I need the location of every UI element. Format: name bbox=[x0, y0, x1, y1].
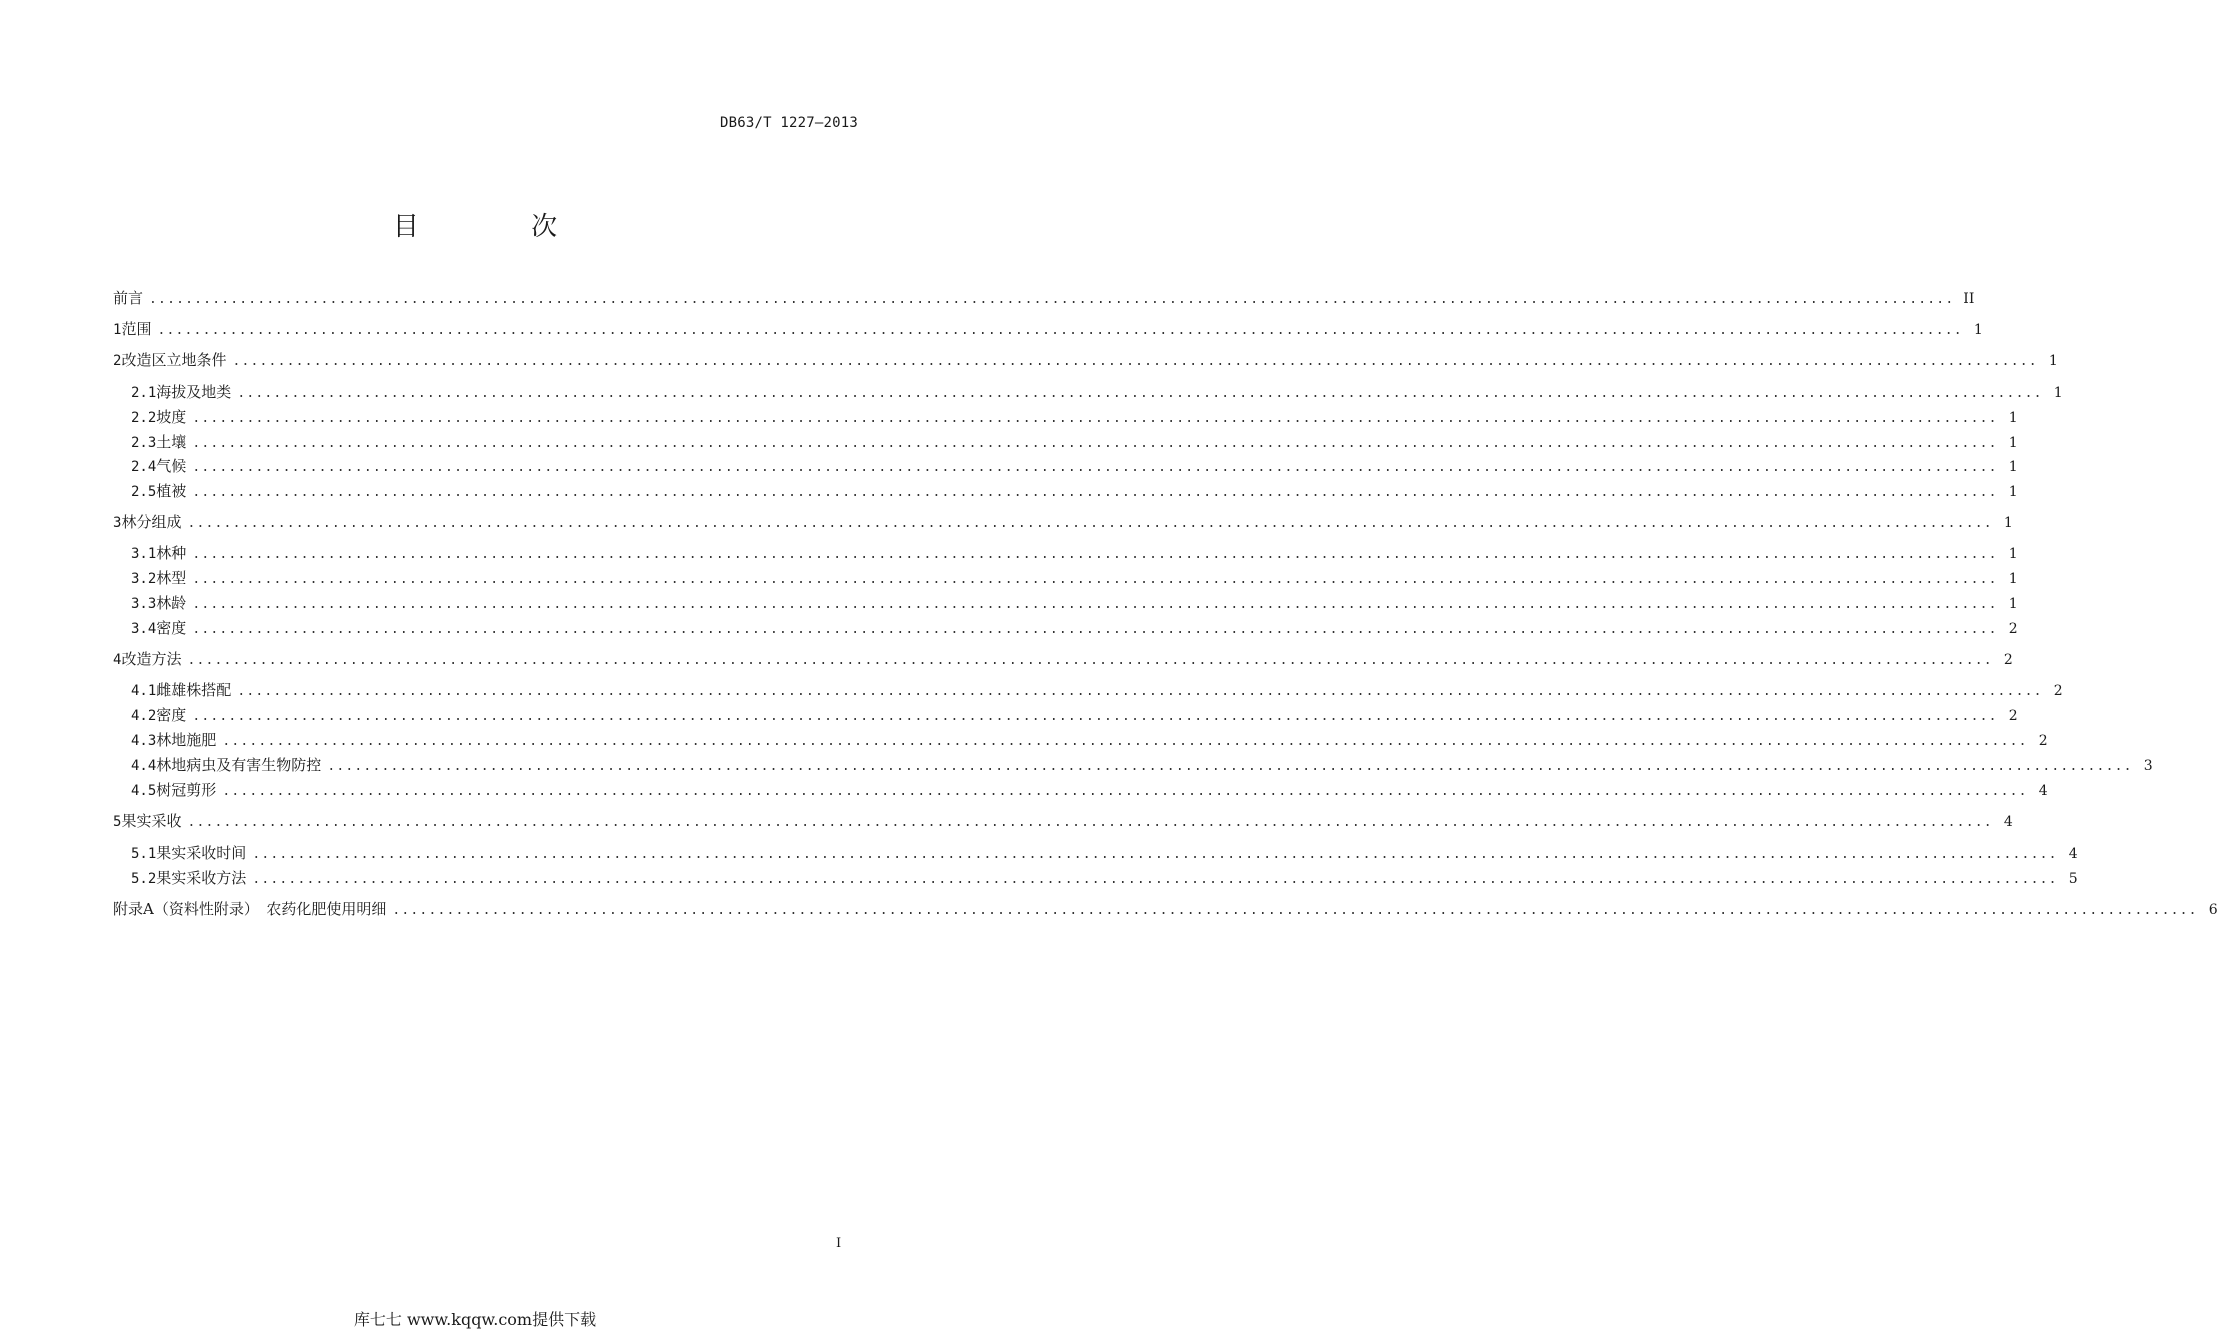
toc-entry-number: 3.2 bbox=[131, 571, 157, 587]
toc-entry[interactable] bbox=[113, 511, 2013, 533]
toc-entry[interactable] bbox=[131, 867, 2078, 889]
toc-entry-page: 5 bbox=[2068, 871, 2078, 887]
toc-entry[interactable] bbox=[131, 729, 2048, 751]
toc-entry[interactable] bbox=[131, 754, 2153, 776]
toc-leader-dots: ........................................................................................................................................................................................................ bbox=[187, 815, 1993, 830]
toc-leader-dots: ........................................................................................................................................................................................................ bbox=[187, 516, 1993, 531]
toc-entry-label: 植被 bbox=[156, 482, 187, 500]
toc-entry-number: 2.4 bbox=[131, 459, 157, 475]
toc-leader-dots: ........................................................................................................................................................................................................ bbox=[222, 734, 2028, 749]
toc-entry-number: 5.2 bbox=[131, 871, 157, 887]
toc-leader-dots: ........................................................................................................................................................................................................ bbox=[252, 847, 2058, 862]
toc-entry[interactable] bbox=[131, 431, 2018, 453]
toc-entry-label: 雌雄株搭配 bbox=[156, 681, 232, 699]
toc-leader-dots: ........................................................................................................................................................................................................ bbox=[327, 759, 2133, 774]
toc-entry-label: 改造方法 bbox=[121, 650, 182, 668]
toc-entry-label: 林型 bbox=[156, 569, 187, 587]
toc-entry-page: 2 bbox=[2038, 733, 2048, 749]
toc-entry-number: 4.2 bbox=[131, 708, 157, 724]
toc-entry-label: 坡度 bbox=[156, 408, 187, 426]
standard-code: DB63/T 1227—2013 bbox=[719, 115, 858, 131]
toc-leader-dots: ........................................................................................................................................................................................................ bbox=[222, 784, 2028, 799]
toc-entry-page: 3 bbox=[2143, 758, 2153, 774]
toc-leader-dots: ........................................................................................................................................................................................................ bbox=[237, 684, 2043, 699]
toc-leader-dots: ........................................................................................................................................................................................................ bbox=[192, 709, 1998, 724]
toc-leader-dots: ........................................................................................................................................................................................................ bbox=[237, 386, 2043, 401]
toc-entry-page: 1 bbox=[2003, 515, 2013, 531]
toc-entry[interactable] bbox=[113, 287, 1975, 309]
toc-entry[interactable] bbox=[113, 318, 1983, 340]
toc-entry-number: 1 bbox=[113, 322, 122, 338]
toc-entry-number: 4 bbox=[113, 652, 122, 668]
toc-entry-number: 5 bbox=[113, 814, 122, 830]
toc-entry[interactable] bbox=[131, 455, 2018, 477]
toc-leader-dots: ........................................................................................................................................................................................................ bbox=[192, 572, 1998, 587]
toc-leader-dots: ........................................................................................................................................................................................................ bbox=[392, 903, 2198, 918]
toc-entry-page: 4 bbox=[2068, 846, 2078, 862]
toc-entry-page: 1 bbox=[2008, 459, 2018, 475]
toc-entry[interactable] bbox=[131, 704, 2018, 726]
toc-leader-dots: ........................................................................................................................................................................................................ bbox=[252, 872, 2058, 887]
toc-entry-label: 改造区立地条件 bbox=[121, 351, 227, 369]
toc-entry-number: 3.1 bbox=[131, 546, 157, 562]
toc-entry[interactable] bbox=[131, 567, 2018, 589]
toc-entry[interactable] bbox=[131, 592, 2018, 614]
toc-leader-dots: ........................................................................................................................................................................................................ bbox=[192, 460, 1998, 475]
toc-entry[interactable] bbox=[113, 349, 2058, 371]
toc-entry-label: 海拔及地类 bbox=[156, 383, 232, 401]
toc-entry-number: 2.1 bbox=[131, 385, 157, 401]
toc-leader-dots: ........................................................................................................................................................................................................ bbox=[192, 485, 1998, 500]
toc-entry[interactable] bbox=[113, 898, 2218, 920]
toc-entry-page: 6 bbox=[2208, 902, 2218, 918]
toc-entry-label: 林分组成 bbox=[121, 513, 182, 531]
toc-leader-dots: ........................................................................................................................................................................................................ bbox=[192, 411, 1998, 426]
toc-entry[interactable] bbox=[113, 648, 2013, 670]
toc-entry-page: 4 bbox=[2003, 814, 2013, 830]
toc-leader-dots: ........................................................................................................................................................................................................ bbox=[157, 323, 1963, 338]
page-title: 目 次 bbox=[392, 212, 610, 242]
toc-entry-page: 1 bbox=[2048, 353, 2058, 369]
toc-entry[interactable] bbox=[131, 842, 2078, 864]
toc-leader-dots: ........................................................................................................................................................................................................ bbox=[192, 622, 1998, 637]
toc-entry-label: 林种 bbox=[156, 544, 187, 562]
toc-entry-label: 附录A（资料性附录） 农药化肥使用明细 bbox=[113, 900, 387, 918]
page-number: I bbox=[836, 1236, 842, 1251]
toc-entry-page: 2 bbox=[2008, 621, 2018, 637]
toc-entry-label: 林地病虫及有害生物防控 bbox=[156, 756, 322, 774]
toc-entry-number: 4.3 bbox=[131, 733, 157, 749]
toc-leader-dots: ........................................................................................................................................................................................................ bbox=[192, 597, 1998, 612]
toc-leader-dots: ........................................................................................................................................................................................................ bbox=[192, 547, 1998, 562]
toc-entry[interactable] bbox=[131, 679, 2063, 701]
toc-entry-label: 果实采收方法 bbox=[156, 869, 247, 887]
toc-entry-page: 4 bbox=[2038, 783, 2048, 799]
toc-entry-page: 1 bbox=[2008, 435, 2018, 451]
toc-entry-number: 2.5 bbox=[131, 484, 157, 500]
toc-entry-page: 2 bbox=[2008, 708, 2018, 724]
toc-entry-label: 范围 bbox=[121, 320, 152, 338]
toc-entry-number: 4.4 bbox=[131, 758, 157, 774]
toc-entry[interactable] bbox=[131, 779, 2048, 801]
toc-leader-dots: ........................................................................................................................................................................................................ bbox=[232, 354, 2038, 369]
toc-entry-page: 1 bbox=[2008, 484, 2018, 500]
footer-text: 库七七 www.kqqw.com提供下载 bbox=[353, 1310, 597, 1329]
toc-leader-dots: ........................................................................................................................................................................................................ bbox=[187, 653, 1993, 668]
toc-entry-label: 林龄 bbox=[156, 594, 187, 612]
toc-entry-page: 1 bbox=[2008, 596, 2018, 612]
toc-leader-dots: ........................................................................................................................................................................................................ bbox=[149, 292, 1955, 307]
toc-entry-number: 4.5 bbox=[131, 783, 157, 799]
toc-entry-label: 果实采收时间 bbox=[156, 844, 247, 862]
toc-entry-page: 1 bbox=[1973, 322, 1983, 338]
toc-entry[interactable] bbox=[131, 542, 2018, 564]
toc-entry-number: 5.1 bbox=[131, 846, 157, 862]
toc-entry-label: 气候 bbox=[156, 457, 187, 475]
toc-entry-label: 密度 bbox=[156, 706, 187, 724]
toc-entry-number: 4.1 bbox=[131, 683, 157, 699]
toc-entry[interactable] bbox=[131, 480, 2018, 502]
toc-entry-page: 1 bbox=[2008, 410, 2018, 426]
toc-entry-label: 果实采收 bbox=[121, 812, 182, 830]
toc-entry-label: 密度 bbox=[156, 619, 187, 637]
toc-entry[interactable] bbox=[131, 617, 2018, 639]
toc-entry-page: 2 bbox=[2003, 652, 2013, 668]
toc-leader-dots: ........................................................................................................................................................................................................ bbox=[192, 436, 1998, 451]
toc-entry-page: II bbox=[1963, 291, 1975, 307]
toc-entry-label: 林地施肥 bbox=[156, 731, 217, 749]
toc-entry-number: 3 bbox=[113, 515, 122, 531]
toc-entry-number: 3.3 bbox=[131, 596, 157, 612]
toc-entry-page: 2 bbox=[2053, 683, 2063, 699]
toc-entry-number: 2 bbox=[113, 353, 122, 369]
toc-entry-label: 前言 bbox=[113, 289, 144, 307]
toc-entry-page: 1 bbox=[2008, 571, 2018, 587]
toc-entry-number: 2.3 bbox=[131, 435, 157, 451]
toc-entry-page: 1 bbox=[2053, 385, 2063, 401]
toc-entry-number: 3.4 bbox=[131, 621, 157, 637]
toc-entry-page: 1 bbox=[2008, 546, 2018, 562]
toc-entry-label: 土壤 bbox=[156, 433, 187, 451]
toc-entry[interactable] bbox=[131, 381, 2063, 403]
toc-entry[interactable] bbox=[113, 810, 2013, 832]
toc-entry-label: 树冠剪形 bbox=[156, 781, 217, 799]
toc-entry[interactable] bbox=[131, 406, 2018, 428]
toc-entry-number: 2.2 bbox=[131, 410, 157, 426]
